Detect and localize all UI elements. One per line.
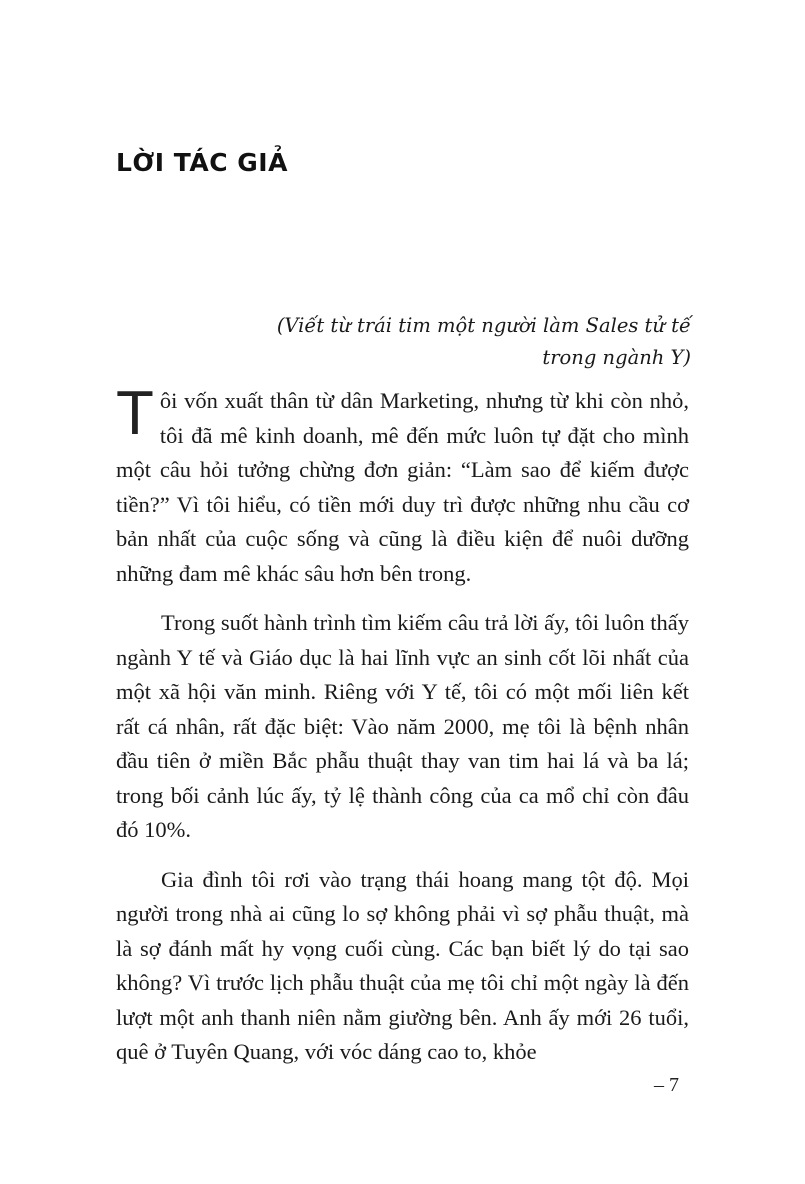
paragraph-1-text: ôi vốn xuất thân từ dân Marketing, nhưng từ khi còn nhỏ, tôi đã mê kinh doanh, mê đến mức luôn tự đặt cho mình một câu hỏi tưởng chừng đơn giản: “Làm sao để kiếm được tiền?” Vì tôi hiểu, có tiền mới duy trì được những nhu cầu cơ bản nhất của cuộc sống và cũng là điều kiện để nuôi dưỡng những đam mê khác sâu hơn bên trong.: [116, 388, 689, 586]
epigraph-line-2: trong ngành Y): [542, 346, 691, 369]
paragraph-3: Gia đình tôi rơi vào trạng thái hoang mang tột độ. Mọi người trong nhà ai cũng lo sợ không phải vì sợ phẫu thuật, mà là sợ đánh mất hy vọng cuối cùng. Các bạn biết lý do tại sao không? Vì trước lịch phẫu thuật của mẹ tôi chỉ một ngày là đến lượt một anh thanh niên nằm giường bên. Anh ấy mới 26 tuổi, quê ở Tuyên Quang, với vóc dáng cao to, khỏe: [116, 866, 689, 1064]
paragraph-2: Trong suốt hành trình tìm kiếm câu trả lời ấy, tôi luôn thấy ngành Y tế và Giáo dục là hai lĩnh vực an sinh cốt lõi nhất của một xã hội văn minh. Riêng với Y tế, tôi có một mối liên kết rất cá nhân, rất đặc biệt: Vào năm 2000, mẹ tôi là bệnh nhân đầu tiên ở miền Bắc phẫu thuật thay van tim hai lá và ba lá; trong bối cảnh lúc ấy, tỷ lệ thành công của ca mổ chỉ còn đâu đó 10%.: [116, 610, 689, 842]
page-title: LỜI TÁC GIẢ: [116, 148, 288, 177]
epigraph-line-1: (Viết từ trái tim một người làm Sales tử tế: [276, 314, 691, 337]
paragraph-1: [116, 379, 689, 591]
body-text: [116, 379, 689, 1085]
drop-cap: T: [116, 379, 154, 448]
page-number: – 7: [654, 1074, 679, 1096]
epigraph: [171, 310, 691, 374]
